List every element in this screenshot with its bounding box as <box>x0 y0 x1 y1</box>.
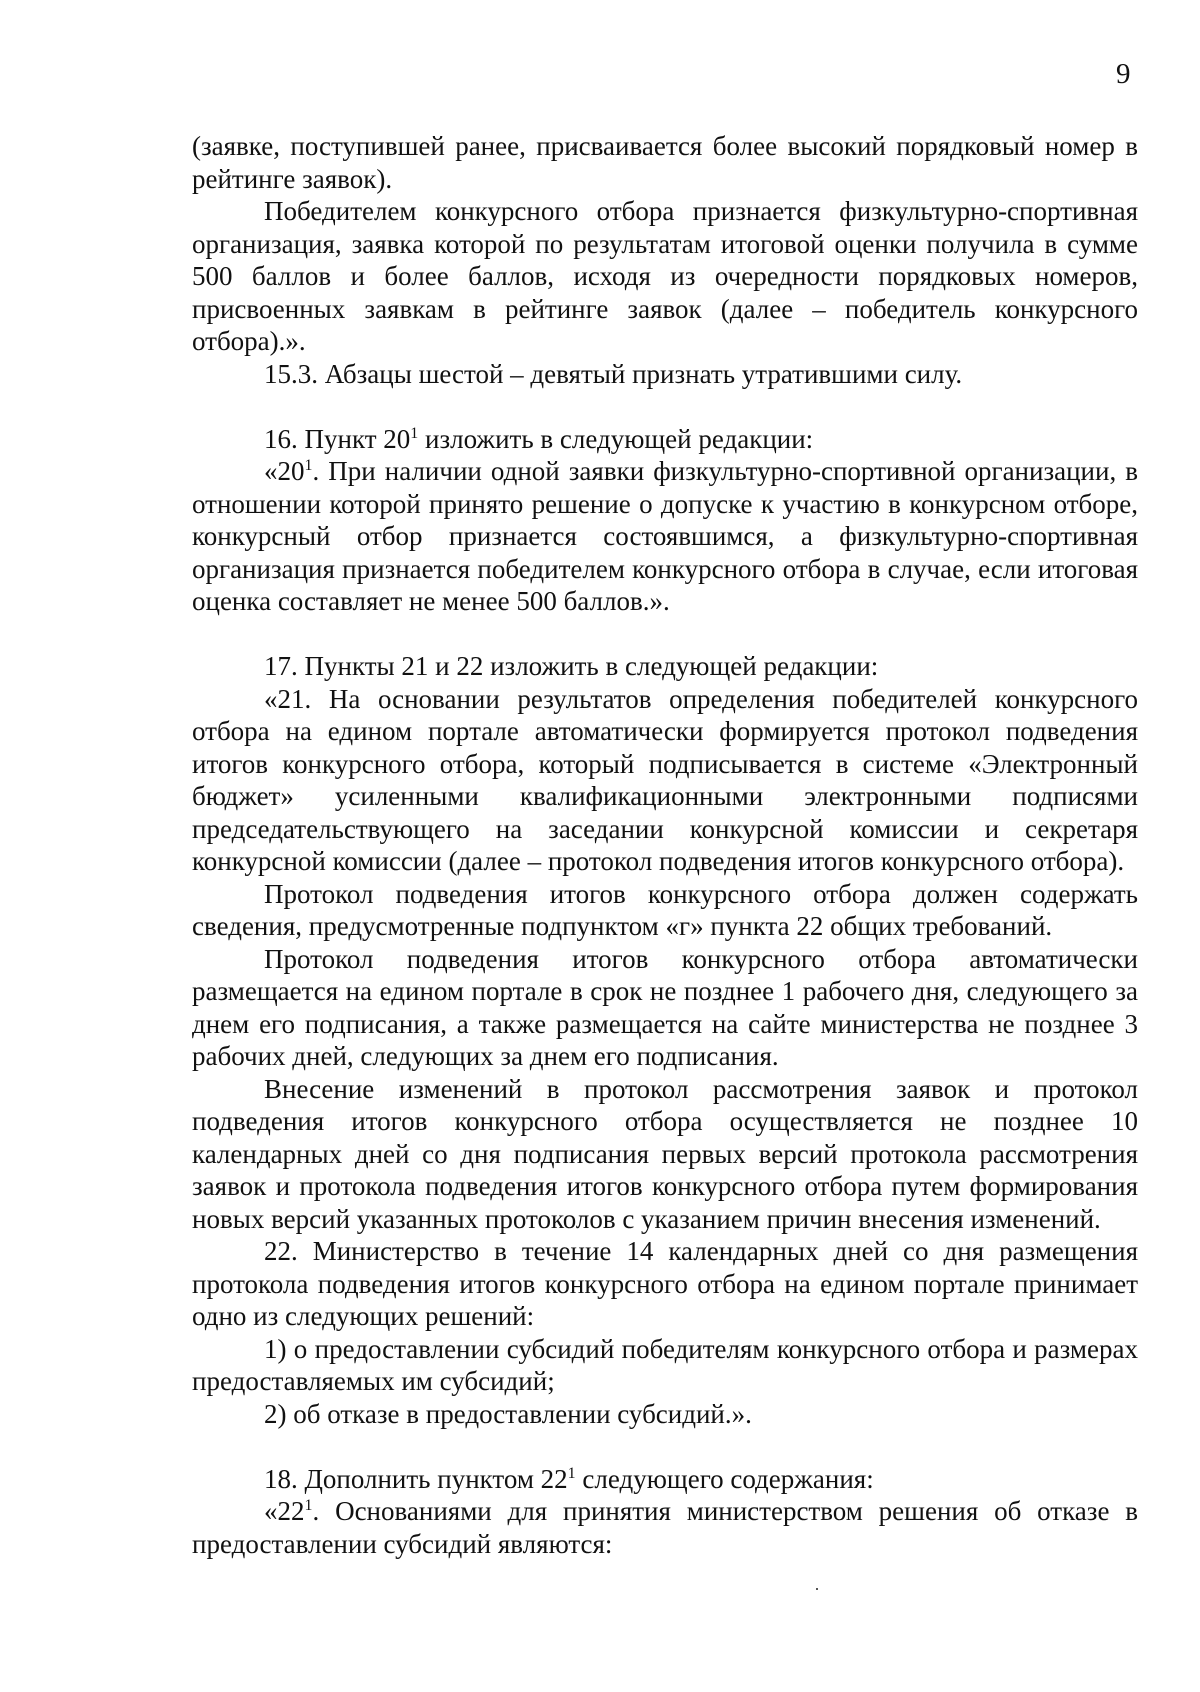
paragraph-text: «20 <box>264 456 305 486</box>
superscript: 1 <box>304 457 313 474</box>
superscript: 1 <box>304 1497 313 1514</box>
paragraph: 17. Пункты 21 и 22 изложить в следующей редакции: <box>264 651 879 681</box>
paragraph: «21. На основании результатов определения победителей конкурсного отбора на едином портале автоматически формируется протокол подведения итогов конкурсного отбора, который подписывается в системе «Электронный бюджет» усиленными квалификационными электронными подписями председательствующего на заседании конкурсной комиссии и секретаря конкурсной комиссии (далее – протокол подведения итогов конкурсного отбора). <box>192 683 1138 876</box>
paragraph <box>192 1463 1138 1496</box>
superscript: 1 <box>410 424 419 442</box>
paragraph: Победителем конкурсного отбора признается физкультурно-спортивная организация, заявка которой по результатам итоговой оценки получила в сумме 500 баллов и более баллов, исходя из очередности порядковых номеров, присвоенных заявкам в рейтинге заявок (далее – победитель конкурсного отбора).». <box>192 196 1138 356</box>
paragraph: Протокол подведения итогов конкурсного отбора должен содержать сведения, предусмотренные подпунктом «г» пункта 22 общих требований. <box>192 878 1138 941</box>
paragraph: 2) об отказе в предоставлении субсидий.». <box>264 1398 752 1429</box>
paragraph-text: 18. Дополнить пунктом 22 <box>264 1463 568 1494</box>
paragraph-text: изложить в следующей редакции: <box>418 423 814 454</box>
scan-speck <box>816 1588 818 1590</box>
superscript: 1 <box>567 1464 576 1482</box>
paragraph: 15.3. Абзацы шестой – девятый признать утратившими силу. <box>264 358 963 389</box>
paragraph <box>192 455 1138 618</box>
paragraph: Протокол подведения итогов конкурсного отбора автоматически размещается на едином портале в срок не позднее 1 рабочего дня, следующего за днем его подписания, а также размещается на сайте министерства не позднее 3 рабочих дней, следующих за днем его подписания. <box>192 943 1138 1071</box>
paragraph-text: . Основаниями для принятия министерством решения об отказе в предоставлении субсидий являются: <box>192 1496 1138 1559</box>
paragraph: (заявке, поступившей ранее, присваивается более высокий порядковый номер в рейтинге заявок). <box>192 131 1138 194</box>
paragraph-text: . При наличии одной заявки физкультурно-спортивной организации, в отношении которой принято решение о допуске к участию в конкурсном отборе, конкурсный отбор признается состоявшимся, а физкультурно-спортивная организация признается победителем конкурсного отбора в случае, если итоговая оценка составляет не менее 500 баллов.». <box>192 456 1138 616</box>
paragraph-text: 16. Пункт 20 <box>264 423 411 454</box>
page-number: 9 <box>1116 58 1131 90</box>
paragraph-text: следующего содержания: <box>575 1463 874 1494</box>
document-body <box>192 130 1138 1560</box>
paragraph: 22. Министерство в течение 14 календарных дней со дня размещения протокола подведения итогов конкурсного отбора на едином портале принимает одно из следующих решений: <box>192 1236 1138 1331</box>
paragraph <box>192 423 1138 456</box>
paragraph <box>192 1495 1138 1560</box>
paragraph: Внесение изменений в протокол рассмотрения заявок и протокол подведения итогов конкурсного отбора осуществляется не позднее 10 календарных дней со дня подписания первых версий протокола рассмотрения заявок и протокола подведения итогов конкурсного отбора путем формирования новых версий указанных протоколов с указанием причин внесения изменений. <box>192 1073 1138 1234</box>
paragraph: 1) о предоставлении субсидий победителям конкурсного отбора и размерах предоставляемых им субсидий; <box>192 1333 1138 1396</box>
paragraph-text: «22 <box>264 1496 305 1526</box>
